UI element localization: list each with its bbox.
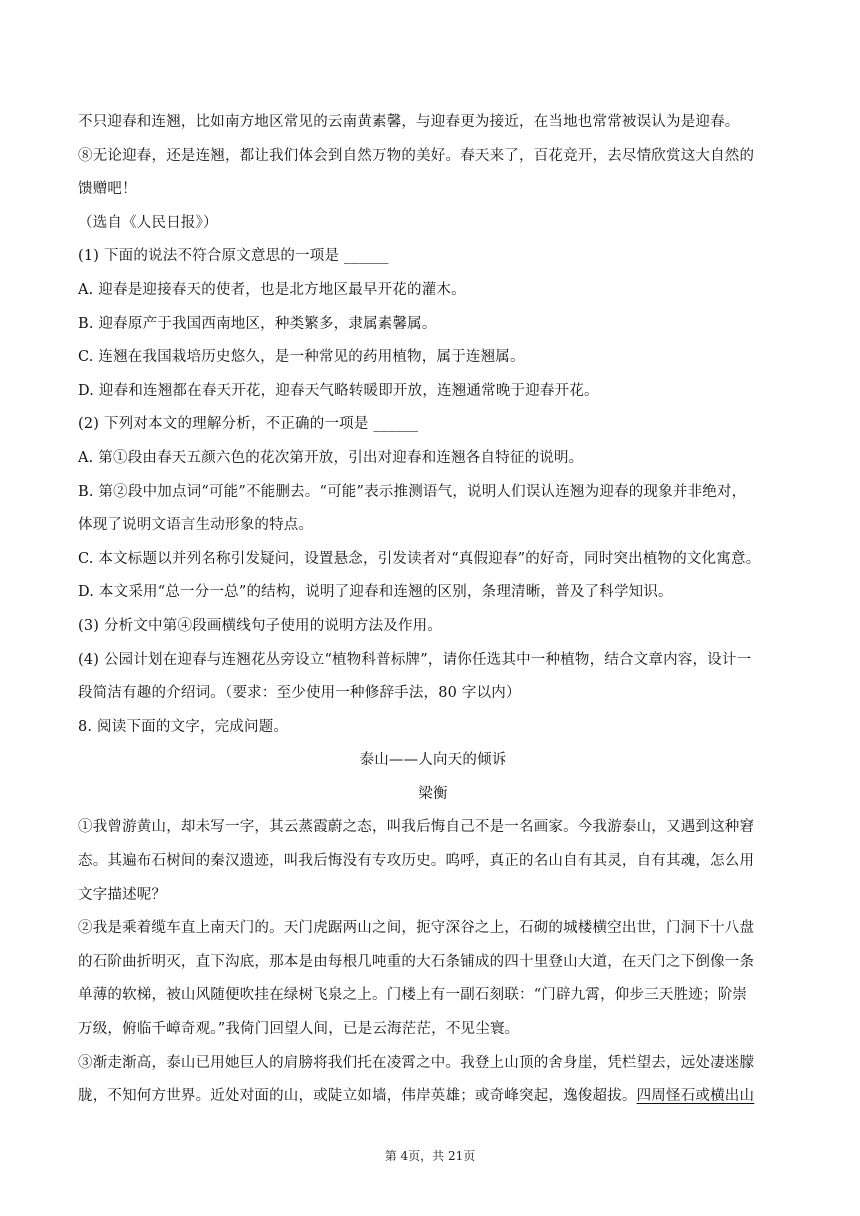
option-d: D. 迎春和连翘都在春天开花，迎春天气略转暖即开放，连翘通常晚于迎春开花。 (78, 382, 599, 399)
passage-title: 泰山——人向天的倾诉 (359, 752, 507, 769)
question-1: (1) 下面的说法不符合原文意思的一项是 ______ (78, 248, 389, 265)
document-body (78, 106, 788, 1114)
option-b-cont: 体现了说明文语言生动形象的特点。 (78, 517, 314, 534)
passage-author: 梁衡 (418, 785, 448, 802)
text-line: 馈赠吧！ (78, 181, 137, 198)
option-b: B. 第②段中加点词“可能”不能删去。“可能”表示推测语气，说明人们误认连翘为迎春的现象并非绝对， (78, 483, 747, 500)
paragraph-line: 单薄的软梯，被山风随便吹挂在绿树飞泉之上。门楼上有一副石刻联：“门辟九霄，仰步三天胜迹；阶崇 (78, 987, 748, 1004)
paragraph-line: ③渐走渐高，泰山已用她巨人的肩膀将我们托在凌霄之中。我登上山顶的舍身崖，凭栏望去，远处凄迷朦 (78, 1054, 755, 1071)
paragraph-line (78, 1080, 788, 1114)
paragraph-line: 万级，俯临千嶂奇观。”我倚门回望人间，已是云海茫茫，不见尘寰。 (78, 1021, 520, 1038)
paragraph-line: 的石阶曲折明灭，直下沟底，那本是由每根几吨重的大石条铺成的四十里登山大道，在天门之下倒像一条 (78, 953, 755, 970)
page-footer: 第 4页，共 21页 (384, 1149, 476, 1163)
question-3: (3) 分析文中第④段画横线句子使用的说明方法及作用。 (78, 617, 443, 634)
paragraph-line: ②我是乘着缆车直上南天门的。天门虎踞两山之间，扼守深谷之上，石砌的城楼横空出世，门洞下十八盘 (78, 920, 755, 937)
option-c: C. 本文标题以并列名称引发疑问，设置悬念，引发读者对“真假迎春”的好奇，同时突出植物的文化寓意。 (78, 550, 761, 567)
option-a: A. 迎春是迎接春天的使者，也是北方地区最早开花的灌木。 (78, 281, 466, 298)
paragraph-line: ①我曾游黄山，却未写一字，其云蒸霞蔚之态，叫我后悔自己不是一名画家。今我游泰山，又遇到这种窘 (78, 819, 755, 836)
option-d: D. 本文采用“总一分一总”的结构，说明了迎春和连翘的区别，条理清晰，普及了科学知识。 (78, 584, 673, 601)
plain-text: 胧，不知何方世界。近处对面的山，或陡立如墙，伟岸英雄；或奇峰突起，逸俊超拔。 (78, 1088, 637, 1105)
text-line: ⑧无论迎春，还是连翘，都让我们体会到自然万物的美好。春天来了，百花竞开，去尽情欣赏这大自然的 (78, 147, 755, 164)
section-8-heading: 8. 阅读下面的文字，完成问题。 (78, 718, 289, 735)
paragraph-line: 文字描述呢？ (78, 886, 167, 903)
underlined-sentence: 四周怪石或横出山 (636, 1088, 755, 1105)
paragraph-line: 态。其遍布石树间的秦汉遗迹，叫我后悔没有专攻历史。呜呼，真正的名山自有其灵，自有其魂，怎么用 (78, 853, 755, 870)
option-a: A. 第①段由春天五颜六色的花次第开放，引出对迎春和连翘各自特征的说明。 (78, 449, 584, 466)
text-line: 不只迎春和连翘，比如南方地区常见的云南黄素馨，与迎春更为接近，在当地也常常被误认为是迎春。 (78, 114, 740, 130)
option-c: C. 连翘在我国栽培历史悠久，是一种常见的药用植物，属于连翘属。 (78, 349, 525, 366)
option-b: B. 迎春原产于我国西南地区，种类繁多，隶属素馨属。 (78, 315, 437, 332)
source-note: （选自《人民日报》） (78, 214, 218, 231)
question-4: (4) 公园计划在迎春与连翘花丛旁设立“植物科普标牌”，请你任选其中一种植物，结合文章内容，设计一 (78, 651, 752, 668)
question-4-cont: 段简洁有趣的介绍词。（要求：至少使用一种修辞手法，80 字以内） (78, 685, 521, 702)
question-2: (2) 下列对本文的理解分析，不正确的一项是 ______ (78, 416, 419, 433)
